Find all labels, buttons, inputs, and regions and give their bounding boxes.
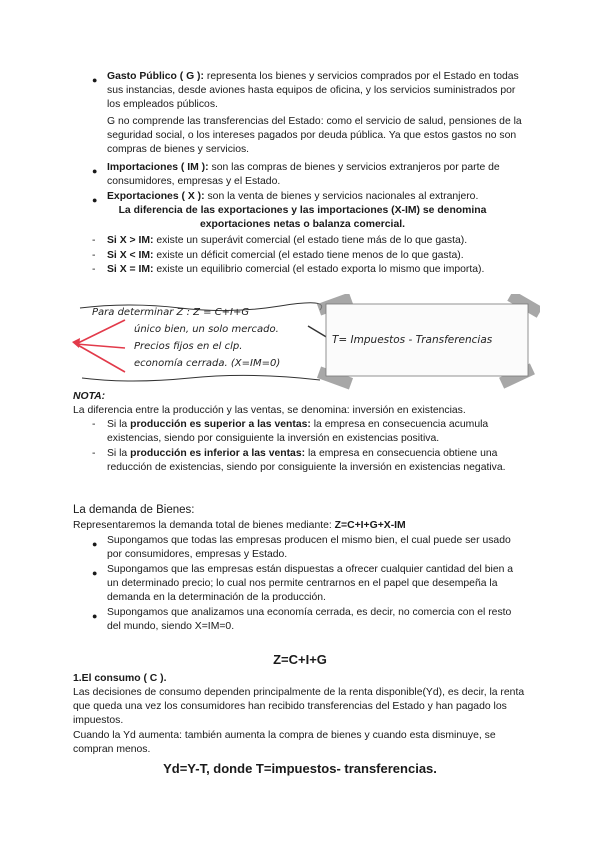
case-cond: Si X < IM: <box>107 250 154 261</box>
term-gasto: Gasto Público ( G ): <box>107 71 204 82</box>
case-text: existe un déficit comercial (el estado tiene menos de lo que gasta). <box>153 250 464 261</box>
consumo-formula: Yd=Y-T, donde T=impuestos- transferencias. <box>163 761 437 776</box>
nota-lead: Si la <box>107 419 131 430</box>
nota-intro: La diferencia entre la producción y las ventas, se denomina: inversión en existencias. <box>73 405 466 416</box>
hand-line: único bien, un solo mercado. <box>134 324 279 335</box>
term-exportaciones: Exportaciones ( X ): <box>107 191 205 202</box>
connector-arrow <box>308 326 328 338</box>
bullet-icon: ● <box>92 539 98 549</box>
case-text: existe un equilibrio comercial (el estado exporta lo mismo que importa). <box>153 264 485 275</box>
demanda-intro-text: Representaremos la demanda total de bienes mediante: <box>73 520 335 531</box>
case-cond: Si X = IM: <box>107 264 154 275</box>
consumo-p2: Cuando la Yd aumenta: también aumenta la compra de bienes y cuando esta disminuye, se compran menos. <box>73 730 496 756</box>
item-gasto <box>107 70 522 113</box>
demanda-bullet: Supongamos que las empresas están dispuestas a ofrecer cualquier cantidad del bien a un determinado precio; lo cual nos permite centrarnos en el papel que desempeña la demanda en la determinación de la producción. <box>107 564 514 604</box>
note-box-text: T= Impuestos - Transferencias <box>332 334 493 346</box>
arrow-head <box>72 338 80 348</box>
difference-text: La diferencia de las exportaciones y las importaciones (X-IM) se denomina exportaciones netas o balanza comercial. <box>118 205 487 231</box>
note-gasto: G no comprende las transferencias del Estado: como el servicio de salud, pensiones de la seguridad social, o los intereses pagados por deuda pública. Ya que estos gastos no son compras de bienes y servicios. <box>107 116 522 156</box>
case-text: existe un superávit comercial (el estado tiene más de lo que gasta). <box>153 235 468 246</box>
dash-icon: - <box>92 448 96 459</box>
demanda-heading: La demanda de Bienes: <box>73 504 195 516</box>
nota-bold: producción es inferior a las ventas: <box>130 448 306 459</box>
case-cond: Si X > IM: <box>107 235 154 246</box>
formula-center: Z=C+I+G <box>273 652 327 667</box>
text-exportaciones: son la venta de bienes y servicios nacionales al extranjero. <box>204 191 479 202</box>
bullet-icon: ● <box>92 75 98 85</box>
term-importaciones: Importaciones ( IM ): <box>107 162 209 173</box>
nota-item <box>107 447 527 475</box>
hand-line: economía cerrada. (X=IM=0) <box>134 358 281 369</box>
nota-bold: producción es superior a las ventas: <box>130 419 311 430</box>
handwritten-notes <box>70 294 540 390</box>
nota-text: la empresa en consecuencia acumula existencias, siendo por consiguiente la inversión en existencias positiva. <box>107 419 489 445</box>
bullet-icon: ● <box>92 611 98 621</box>
text-gasto: representa los bienes y servicios comprados por el Estado en todas sus instancias, desde aviones hasta equipos de oficina, y los servicios suministrados por los empleados públicos. <box>107 71 519 111</box>
bullet-icon: ● <box>92 195 98 205</box>
hand-line: Para determinar Z : Z = C+I+G <box>92 307 250 318</box>
bullet-icon: ● <box>92 166 98 176</box>
consumo-heading: 1.El consumo ( C ). <box>73 673 167 684</box>
nota-item <box>107 418 527 446</box>
dash-icon: - <box>92 264 96 275</box>
wavy-border <box>82 375 320 381</box>
dash-icon: - <box>92 419 96 430</box>
consumo-p1: Las decisiones de consumo dependen principalmente de la renta disponible(Yd), es decir, la renta que queda una vez los consumidores han recibido transferencias del Estado y han pagado los impuestos. <box>73 687 525 727</box>
dash-icon: - <box>92 250 96 261</box>
case-row <box>107 249 537 263</box>
demanda-intro <box>73 519 543 533</box>
case-row <box>107 263 547 277</box>
nota-title: NOTA: <box>73 391 106 402</box>
demanda-bullet: Supongamos que analizamos una economía cerrada, es decir, no comercia con el resto del mundo, siendo X=IM=0. <box>107 607 512 633</box>
case-row <box>107 234 537 248</box>
hand-line: Precios fijos en el clp. <box>134 341 243 352</box>
dash-icon: - <box>92 235 96 246</box>
item-importaciones <box>107 161 522 189</box>
item-exportaciones <box>107 190 527 204</box>
demanda-formula-inline: Z=C+I+G+X-IM <box>334 520 406 531</box>
demanda-bullet: Supongamos que todas las empresas producen el mismo bien, el cual puede ser usado por consumidores, empresas y Estado. <box>107 535 511 561</box>
nota-text: la empresa en consecuencia obtiene una reducción de existencias, siendo por consiguiente la inversión en existencias negativa. <box>107 448 506 474</box>
text-importaciones: son las compras de bienes y servicios extranjeros por parte de consumidores, empresas y el Estado. <box>107 162 500 188</box>
bullet-icon: ● <box>92 568 98 578</box>
nota-lead: Si la <box>107 448 131 459</box>
red-arrows <box>76 320 125 372</box>
